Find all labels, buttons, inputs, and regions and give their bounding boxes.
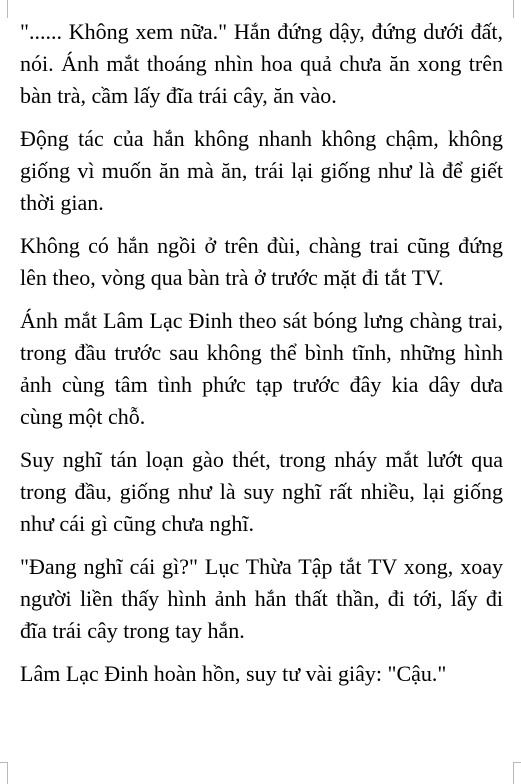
crop-mark-bottom-left-horizontal xyxy=(0,762,8,763)
paragraph-6: "Đang nghĩ cái gì?" Lục Thừa Tập tắt TV xong, xoay người liền thấy hình ảnh hắn thất thần, đi tới, lấy đi đĩa trái cây trong tay hắn. xyxy=(20,554,503,643)
crop-mark-top-right xyxy=(513,0,514,18)
paragraph-3: Không có hắn ngồi ở trên đùi, chàng trai cũng đứng lên theo, vòng qua bàn trà ở trước mặt đi tắt TV. xyxy=(20,233,503,290)
crop-mark-top-left xyxy=(7,0,8,18)
crop-mark-bottom-right-horizontal xyxy=(513,762,521,763)
paragraph-7: Lâm Lạc Đinh hoàn hồn, suy tư vài giây: "Cậu." xyxy=(20,661,447,686)
body-text xyxy=(20,16,503,701)
paragraph-1: "...... Không xem nữa." Hắn đứng dậy, đứng dưới đất, nói. Ánh mắt thoáng nhìn hoa quả chưa ăn xong trên bàn trà, cầm lấy đĩa trái cây, ăn vào. xyxy=(20,19,503,108)
paragraph-2: Động tác của hắn không nhanh không chậm, không giống vì muốn ăn mà ăn, trái lại giống như là để giết thời gian. xyxy=(20,126,503,215)
crop-mark-bottom-right-vertical xyxy=(513,762,514,784)
crop-mark-bottom-left-vertical xyxy=(7,762,8,784)
paragraph-5: Suy nghĩ tán loạn gào thét, trong nháy mắt lướt qua trong đầu, giống như là suy nghĩ rất nhiều, lại giống như cái gì cũng chưa nghĩ. xyxy=(20,447,503,536)
paragraph-4: Ánh mắt Lâm Lạc Đinh theo sát bóng lưng chàng trai, trong đầu trước sau không thể bình tĩnh, những hình ảnh cùng tâm tình phức tạp trước đây kia dây dưa cùng một chỗ. xyxy=(20,308,503,429)
